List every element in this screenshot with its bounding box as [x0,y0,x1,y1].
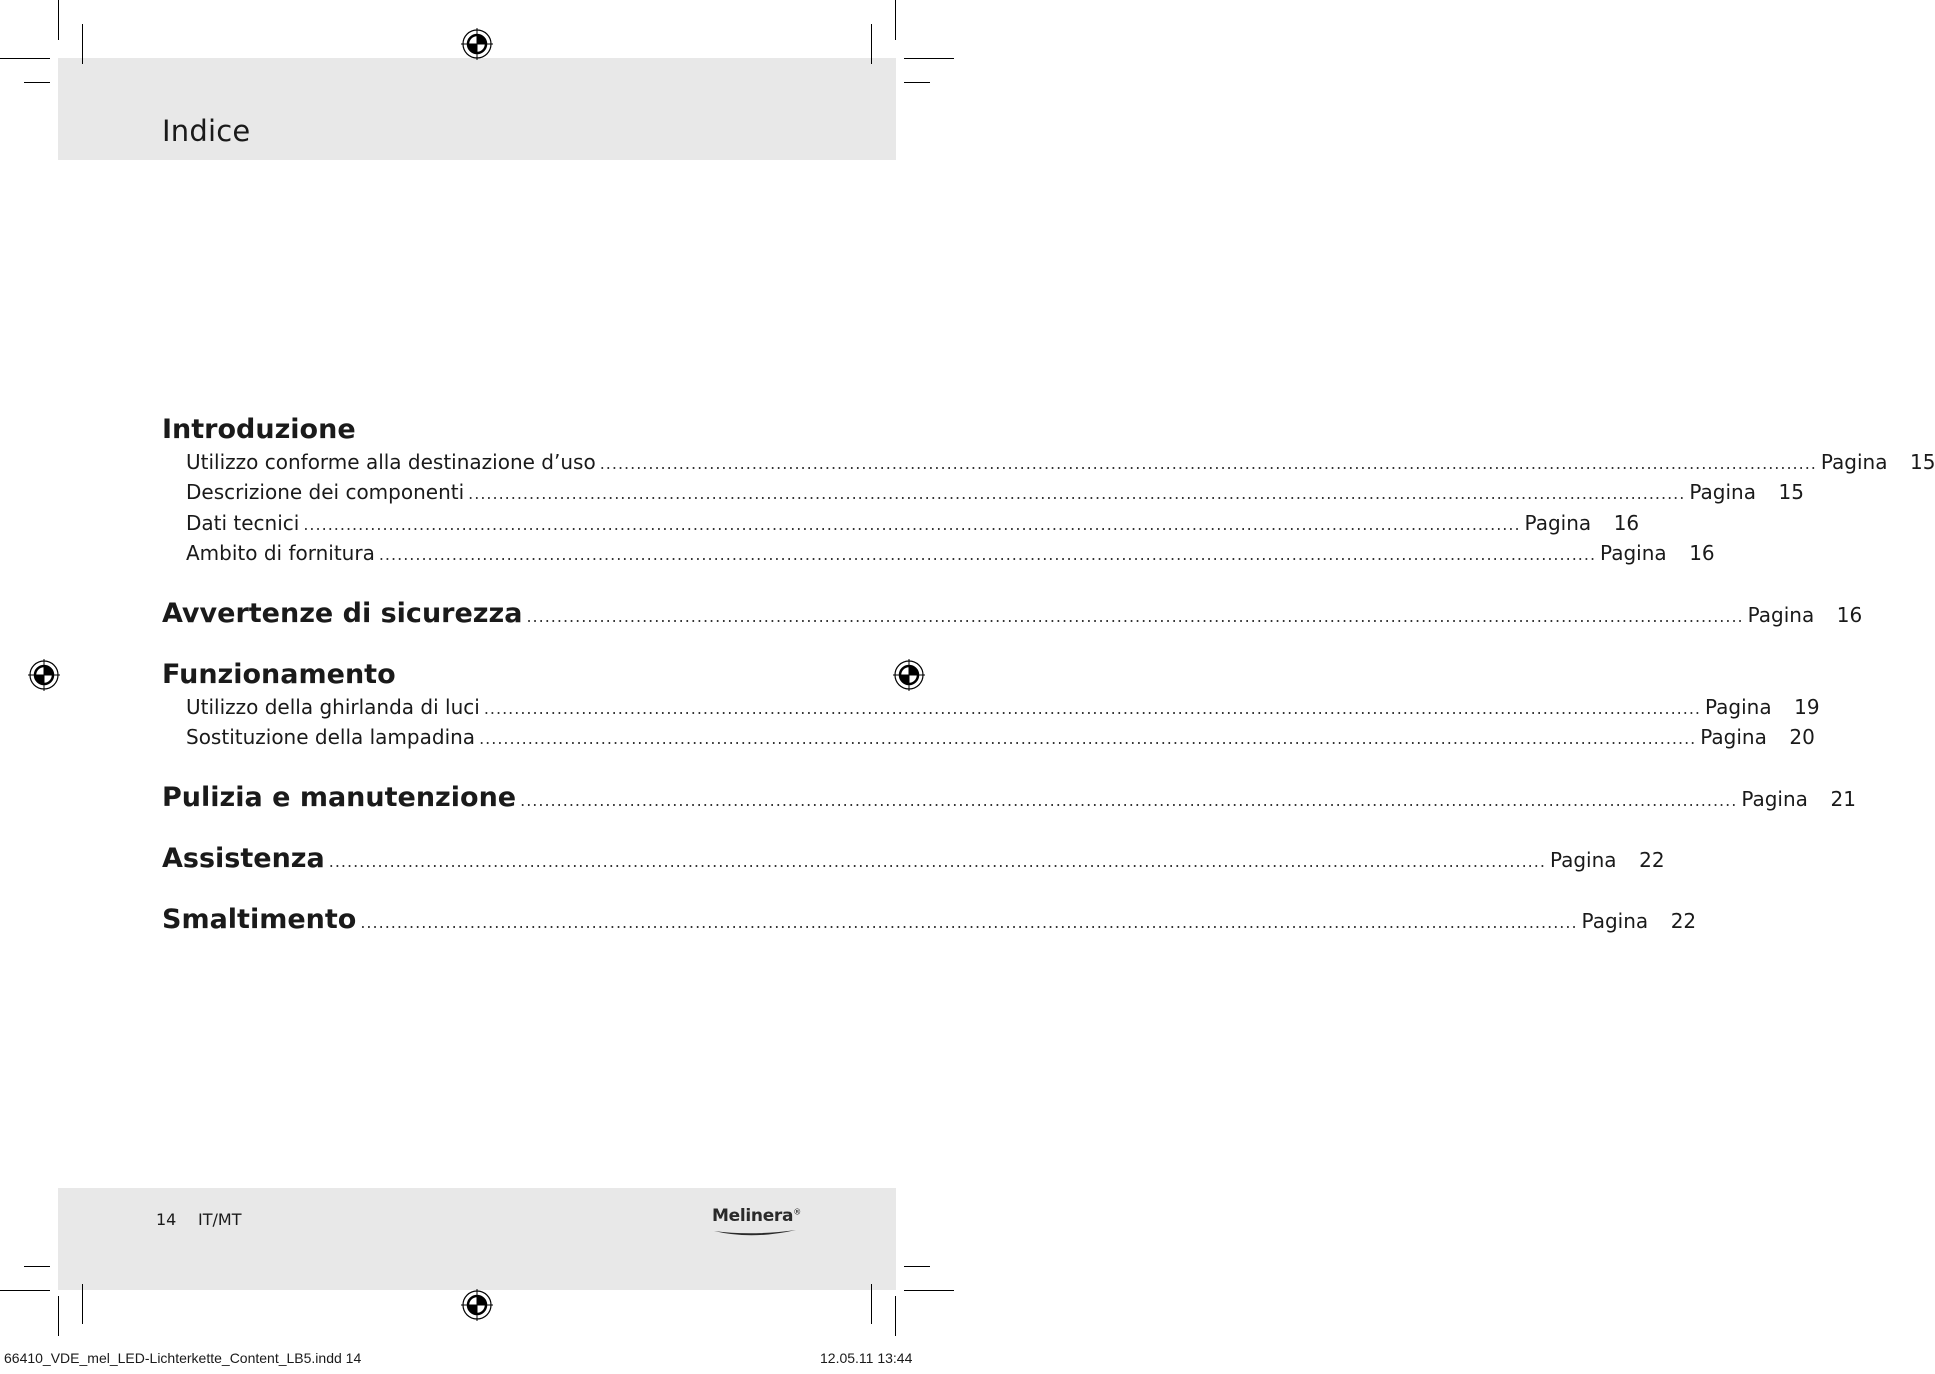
toc-entry[interactable] [162,904,1697,935]
toc-page-word: Pagina [1689,480,1756,504]
toc-entry-label: Pulizia e manutenzione [162,782,517,813]
toc-page-word: Pagina [1747,603,1815,627]
toc-entry-label: Utilizzo della ghirlanda di luci [186,695,480,719]
leader-dots: ........................................................................................................................................................................................................ [378,545,1597,564]
toc-entry-label: Dati tecnici [186,511,300,535]
toc-entry-label: Assistenza [162,843,325,874]
print-slug-datetime: 12.05.11 13:44 [820,1350,913,1366]
leader-dots: ........................................................................................................................................................................................................ [526,607,1744,626]
toc-page-word: Pagina [1581,909,1649,933]
logo-swoosh-icon [712,1228,798,1238]
registered-mark: ® [793,1207,802,1217]
toc-entry[interactable] [162,541,1715,565]
leader-dots: ........................................................................................................................................................................................................ [468,484,1686,503]
toc-entry[interactable] [162,843,1665,874]
registration-mark-icon [28,659,60,691]
leader-dots: ........................................................................................................................................................................................................ [483,699,1701,718]
leader-dots: ........................................................................................................................................................................................................ [360,913,1578,932]
toc-entry[interactable] [162,782,1856,813]
toc-entry[interactable] [162,450,1935,474]
toc-heading: Introduzione [162,414,356,445]
toc-page-number: 15 [1778,480,1804,504]
toc-entry-label: Avvertenze di sicurezza [162,598,523,629]
toc-page-number: 21 [1830,787,1856,811]
toc-page-number: 19 [1794,695,1820,719]
toc-entry[interactable] [162,480,1804,504]
leader-dots: ........................................................................................................................................................................................................ [328,852,1546,871]
registration-mark-icon [461,28,493,60]
toc-entry[interactable] [162,725,1815,749]
toc-entry-label: Smaltimento [162,904,357,935]
print-slug-file: 66410_VDE_mel_LED-Lichterkette_Content_LB5.indd 14 [4,1350,362,1366]
leader-dots: ........................................................................................................................................................................................................ [520,791,1738,810]
page-number: 14 [156,1210,177,1229]
toc-page-number: 22 [1639,848,1665,872]
toc-entry[interactable] [162,598,1863,629]
toc-entry-label: Utilizzo conforme alla destinazione d’uso [186,450,596,474]
toc-page-number: 15 [1910,450,1935,474]
toc-heading: Funzionamento [162,659,396,690]
toc-page-word: Pagina [1700,725,1767,749]
toc-page-number: 22 [1670,909,1697,933]
registration-mark-icon [893,659,925,691]
toc-entry-label: Ambito di fornitura [186,541,375,565]
toc-page-number: 16 [1613,511,1640,535]
toc-page-number: 20 [1789,725,1815,749]
leader-dots: ........................................................................................................................................................................................................ [303,515,1521,534]
toc-page-word: Pagina [1549,848,1617,872]
toc-entry-label: Descrizione dei componenti [186,480,465,504]
leader-dots: ........................................................................................................................................................................................................ [599,454,1817,473]
toc-entry[interactable] [162,695,1820,719]
toc-page-number: 16 [1689,541,1715,565]
toc-page-word: Pagina [1524,511,1592,535]
toc-page-word: Pagina [1705,695,1772,719]
language-code: IT/MT [198,1210,242,1229]
brand-name: Melinera [712,1206,794,1226]
page-title: Indice [162,114,251,148]
toc-page-number: 16 [1836,603,1863,627]
toc-entry-label: Sostituzione della lampadina [186,725,476,749]
registration-mark-icon [461,1289,493,1321]
leader-dots: ........................................................................................................................................................................................................ [479,729,1697,748]
toc-page-word: Pagina [1741,787,1808,811]
toc-entry[interactable] [162,511,1640,535]
toc-page-word: Pagina [1820,450,1888,474]
brand-logo [712,1206,802,1240]
toc-page-word: Pagina [1600,541,1667,565]
